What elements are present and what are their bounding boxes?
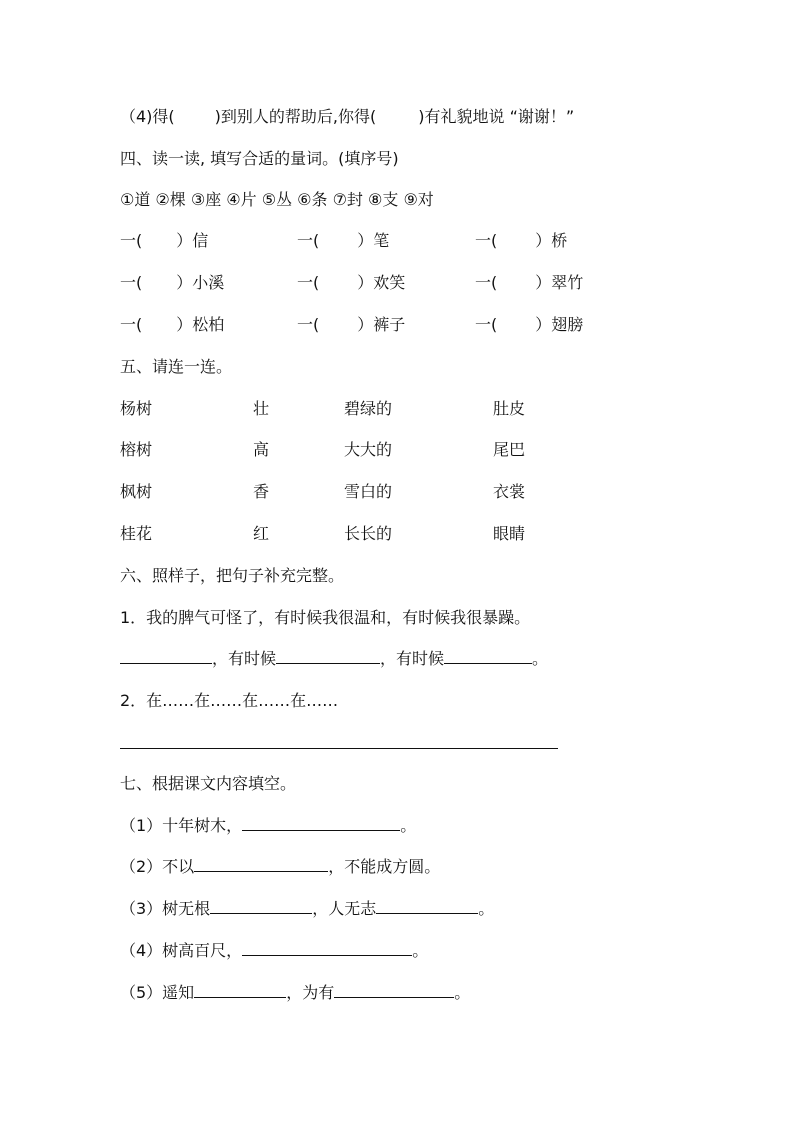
measure-noun: ）翠竹	[535, 273, 584, 292]
answer-line[interactable]	[120, 748, 558, 749]
measure-item[interactable]	[297, 230, 389, 252]
match-word[interactable]: 枫树	[120, 482, 153, 501]
fill-sentence-1	[120, 648, 548, 670]
fill-text: ，不能成方圆。	[328, 857, 441, 876]
answer-blank[interactable]	[194, 856, 328, 872]
answer-blank[interactable]	[242, 940, 412, 956]
fill-text: ，为有	[286, 983, 335, 1002]
fill-text: ，人无志	[312, 899, 377, 918]
fill-separator: ，有时候	[212, 649, 277, 668]
fill-text: 。	[400, 816, 417, 835]
match-word[interactable]: 尾巴	[493, 440, 526, 459]
section5-heading: 五、请连一连。	[120, 357, 233, 376]
measure-noun: ）信	[176, 231, 209, 250]
measure-noun: ）裤子	[357, 315, 406, 334]
section6-heading: 六、照样子，把句子补充完整。	[120, 566, 345, 585]
measure-item[interactable]	[120, 272, 224, 294]
fill-text: 。	[478, 899, 495, 918]
fill-end: 。	[532, 649, 549, 668]
q4-part1: （4)得(	[120, 107, 175, 126]
q4-sentence	[120, 106, 574, 128]
measure-noun: ）松柏	[176, 315, 225, 334]
measure-item[interactable]	[120, 230, 208, 252]
answer-blank[interactable]	[444, 648, 532, 664]
fill-text: （2）不以	[120, 857, 195, 876]
match-word[interactable]: 香	[253, 482, 270, 501]
match-word[interactable]: 桂花	[120, 524, 153, 543]
match-word[interactable]: 高	[253, 440, 270, 459]
fill-item-4	[120, 940, 428, 962]
match-word[interactable]: 雪白的	[344, 482, 393, 501]
fill-separator: ，有时候	[380, 649, 445, 668]
fill-item-1	[120, 815, 416, 837]
fill-item-2	[120, 856, 440, 878]
pattern-sentence: 2．在……在……在……在……	[120, 691, 339, 710]
q4-part3: )有礼貌地说 “谢谢！”	[418, 107, 575, 126]
measure-prefix: 一(	[475, 231, 498, 250]
fill-text: 。	[454, 983, 471, 1002]
match-word[interactable]: 碧绿的	[344, 399, 393, 418]
match-word[interactable]: 红	[253, 524, 270, 543]
match-word[interactable]: 大大的	[344, 440, 393, 459]
measure-item[interactable]	[475, 314, 583, 336]
match-word[interactable]: 壮	[253, 399, 270, 418]
answer-blank[interactable]	[120, 648, 212, 664]
measure-item[interactable]	[297, 314, 405, 336]
measure-prefix: 一(	[297, 315, 320, 334]
section7-heading: 七、根据课文内容填空。	[120, 774, 297, 793]
match-word[interactable]: 杨树	[120, 399, 153, 418]
measure-prefix: 一(	[120, 231, 143, 250]
answer-blank[interactable]	[194, 982, 286, 998]
measure-item[interactable]	[297, 272, 405, 294]
match-word[interactable]: 眼睛	[493, 524, 526, 543]
fill-text: 。	[412, 941, 429, 960]
measure-word-options: ①道 ②棵 ③座 ④片 ⑤丛 ⑥条 ⑦封 ⑧支 ⑨对	[120, 190, 434, 209]
example-sentence: 1．我的脾气可怪了，有时候我很温和，有时候我很暴躁。	[120, 608, 531, 627]
match-word[interactable]: 榕树	[120, 440, 153, 459]
match-word[interactable]: 肚皮	[493, 399, 526, 418]
measure-prefix: 一(	[475, 315, 498, 334]
measure-noun: ）翅膀	[535, 315, 584, 334]
answer-blank[interactable]	[242, 815, 400, 831]
answer-blank[interactable]	[376, 898, 478, 914]
measure-noun: ）桥	[535, 231, 568, 250]
measure-prefix: 一(	[120, 315, 143, 334]
measure-prefix: 一(	[475, 273, 498, 292]
match-word[interactable]: 长长的	[344, 524, 393, 543]
measure-item[interactable]	[120, 314, 224, 336]
fill-item-5	[120, 982, 470, 1004]
fill-item-3	[120, 898, 494, 920]
fill-text: （5）遥知	[120, 983, 195, 1002]
answer-blank[interactable]	[334, 982, 454, 998]
measure-prefix: 一(	[297, 231, 320, 250]
answer-blank[interactable]	[210, 898, 312, 914]
measure-prefix: 一(	[120, 273, 143, 292]
q4-part2: )到别人的帮助后,你得(	[214, 107, 377, 126]
measure-item[interactable]	[475, 230, 567, 252]
measure-noun: ）小溪	[176, 273, 225, 292]
fill-text: （4）树高百尺，	[120, 941, 243, 960]
answer-blank[interactable]	[276, 648, 380, 664]
measure-noun: ）笔	[357, 231, 390, 250]
measure-noun: ）欢笑	[357, 273, 406, 292]
fill-text: （3）树无根	[120, 899, 211, 918]
fill-text: （1）十年树木，	[120, 816, 243, 835]
section4-heading: 四、读一读, 填写合适的量词。(填序号)	[120, 149, 399, 168]
measure-item[interactable]	[475, 272, 583, 294]
measure-prefix: 一(	[297, 273, 320, 292]
match-word[interactable]: 衣裳	[493, 482, 526, 501]
